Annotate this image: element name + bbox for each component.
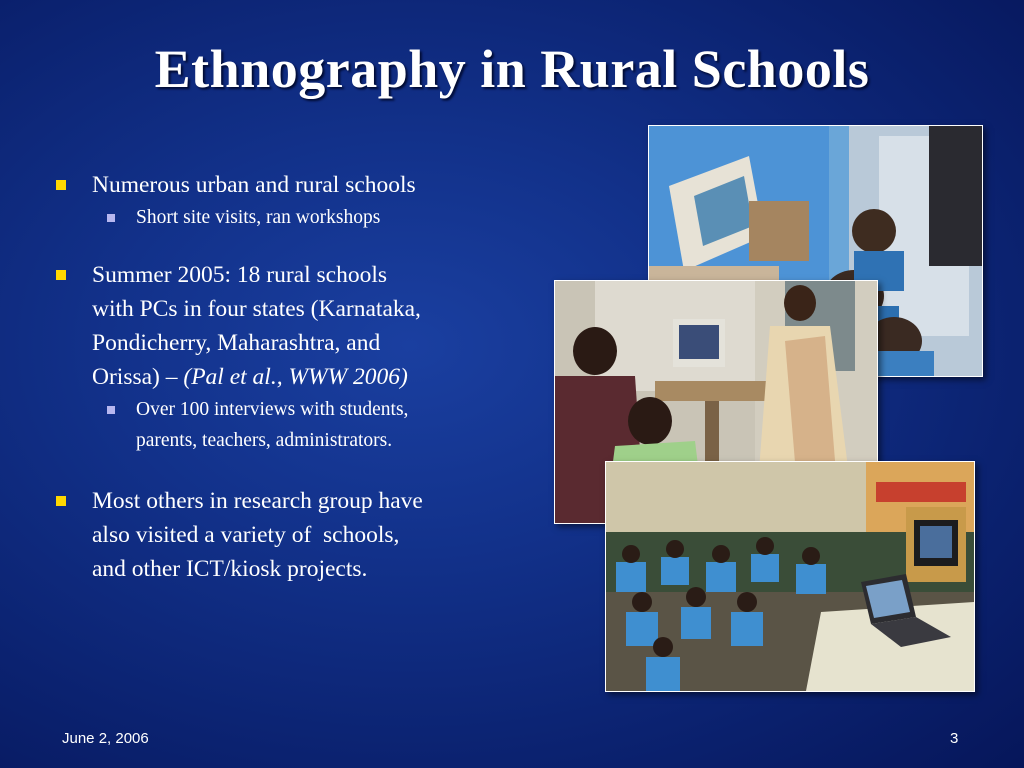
sub-bullet-square-icon bbox=[107, 406, 115, 414]
bullet-square-icon bbox=[56, 496, 66, 506]
bullet-text-line: also visited a variety of schools, bbox=[92, 522, 400, 548]
bullet-text-line: Most others in research group have bbox=[92, 488, 423, 514]
bullet-list bbox=[54, 168, 494, 586]
bullet-text-line: Summer 2005: 18 rural schools bbox=[92, 262, 388, 288]
citation: (Pal et al., WWW 2006) bbox=[183, 364, 408, 390]
sub-bullet-square-icon bbox=[107, 214, 115, 222]
footer-date: June 2, 2006 bbox=[62, 730, 149, 747]
bullet-text-line: and other ICT/kiosk projects. bbox=[92, 556, 368, 582]
bullet-text-fragment: Orissa) – bbox=[92, 364, 184, 390]
bullet-square-icon bbox=[56, 180, 66, 190]
photo-classroom-laptop bbox=[605, 461, 975, 692]
bullet-text-line: with PCs in four states (Karnataka, bbox=[92, 296, 421, 322]
sub-bullet-text: Short site visits, ran workshops bbox=[136, 207, 381, 228]
sub-bullet-item bbox=[54, 394, 494, 456]
bullet-text: Numerous urban and rural schools bbox=[92, 172, 416, 198]
sub-bullet-item bbox=[54, 202, 494, 233]
bullet-text-line bbox=[92, 360, 494, 394]
bullet-square-icon bbox=[56, 270, 66, 280]
sub-bullet-text-line: Over 100 interviews with students, bbox=[136, 399, 409, 420]
photo-icon bbox=[606, 462, 974, 691]
bullet-item-2 bbox=[54, 258, 494, 394]
slide-title: Ethnography in Rural Schools bbox=[154, 39, 870, 99]
bullet-item-3 bbox=[54, 484, 494, 586]
bullet-text-line: Pondicherry, Maharashtra, and bbox=[92, 330, 381, 356]
sub-bullet-text-line: parents, teachers, administrators. bbox=[136, 430, 393, 451]
bullet-item-1 bbox=[54, 168, 494, 202]
slide-number: 3 bbox=[950, 730, 959, 747]
